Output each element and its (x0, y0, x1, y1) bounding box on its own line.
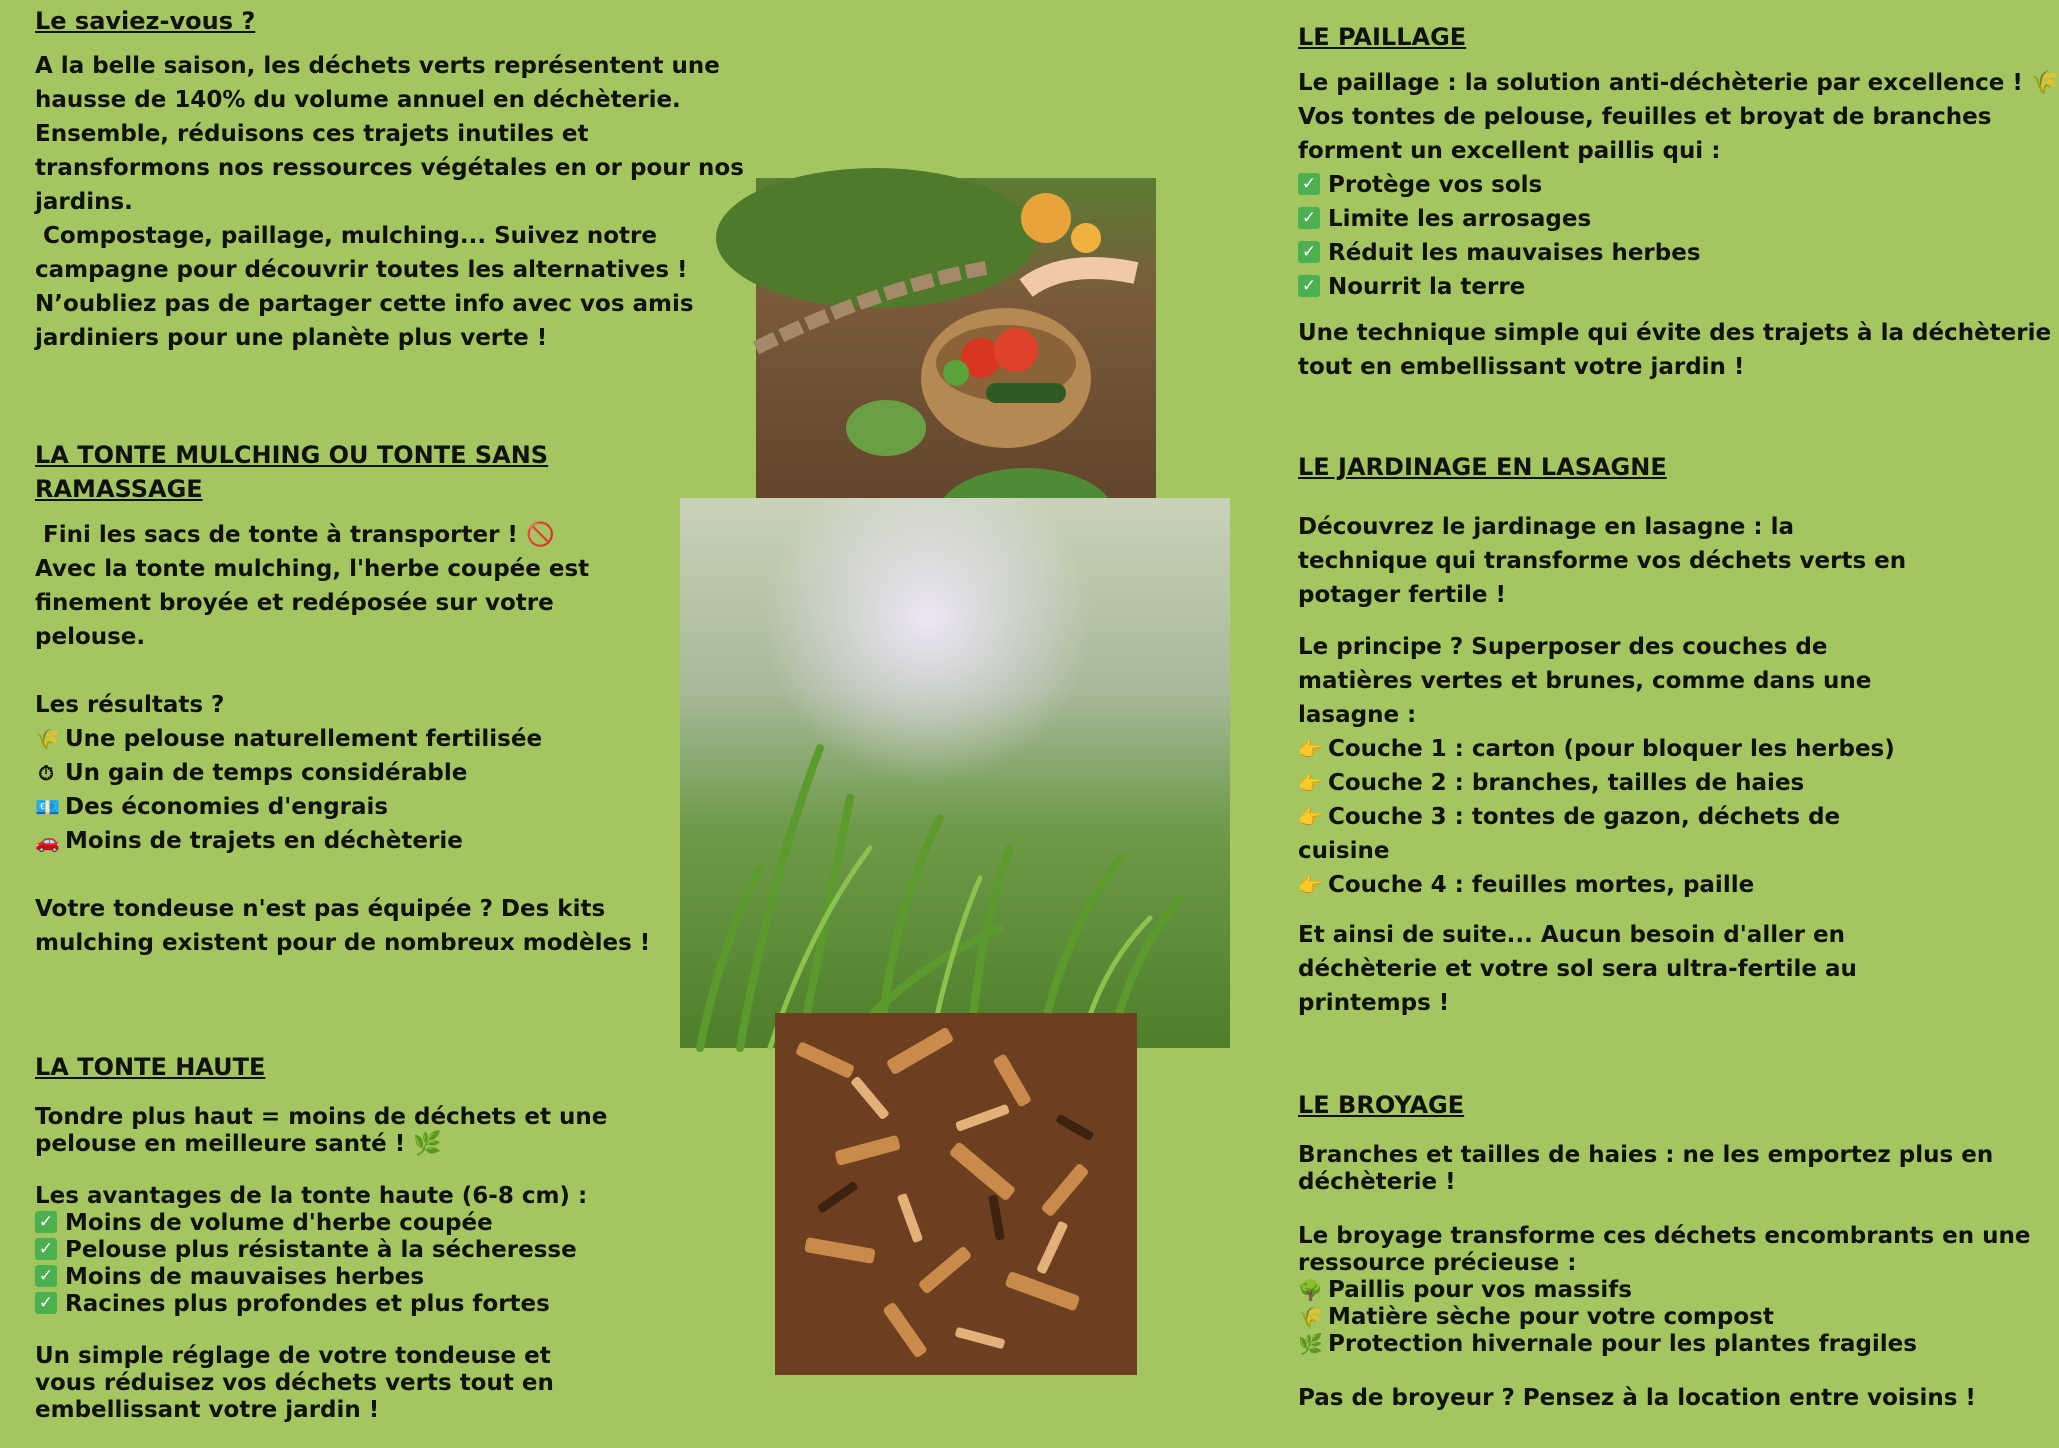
car-icon: 🚗 (35, 829, 60, 853)
wood-chips-photo (775, 1013, 1137, 1375)
check-icon: ✓ (35, 1238, 57, 1260)
mulching-line: pelouse. (35, 624, 146, 650)
tonte-haute-heading: LA TONTE HAUTE (35, 1053, 266, 1081)
broyage-body: Le broyage transforme ces déchets encombrants en une (1298, 1223, 2031, 1249)
paillage-heading: LE PAILLAGE (1298, 23, 1467, 51)
mulching-outro: mulching existent pour de nombreux modèles ! (35, 930, 651, 956)
mulching-section (35, 438, 675, 960)
paillage-check-item (1298, 202, 2038, 236)
broyage-use-item (1298, 1277, 2018, 1304)
result-item (35, 722, 675, 756)
advantage-item (35, 1237, 655, 1264)
result-text: Des économies d'engrais (65, 794, 389, 820)
lasagne-principle: Le principe ? Superposer des couches de (1298, 634, 1828, 660)
haute-intro: Tondre plus haut = moins de déchets et une (35, 1104, 608, 1130)
saviez-line: hausse de 140% du volume annuel en déchèterie. (35, 87, 681, 113)
saviez-line: jardiniers pour une planète plus verte ! (35, 325, 548, 351)
results-title: Les résultats ? (35, 692, 225, 718)
broyage-outro: Pas de broyeur ? Pensez à la location entre voisins ! (1298, 1385, 1976, 1411)
result-item (35, 824, 675, 858)
result-text: Un gain de temps considérable (65, 760, 468, 786)
check-icon: ✓ (35, 1211, 57, 1233)
result-text: Une pelouse naturellement fertilisée (65, 726, 543, 752)
lasagne-intro: technique qui transforme vos déchets verts en (1298, 548, 1907, 574)
herb-icon: 🌿 (1298, 1332, 1323, 1356)
lasagne-outro: Et ainsi de suite... Aucun besoin d'aller en (1298, 922, 1846, 948)
mulching-heading (35, 438, 675, 506)
lasagne-principle: matières vertes et brunes, comme dans une (1298, 668, 1872, 694)
haute-outro: vous réduisez vos déchets verts tout en (35, 1370, 554, 1396)
advantage-item (35, 1210, 655, 1237)
layer-item-continuation: cuisine (1298, 838, 1390, 864)
haute-outro: embellissant votre jardin ! (35, 1397, 380, 1423)
saviez-text (35, 49, 744, 355)
advantage-item (35, 1264, 655, 1291)
haute-intro-text: pelouse en meilleure santé ! (35, 1131, 406, 1157)
mulching-heading-line: RAMASSAGE (35, 475, 203, 503)
mulching-line: finement broyée et redéposée sur votre (35, 590, 554, 616)
paillage-outro: Une technique simple qui évite des trajets à la déchèterie (1298, 320, 2052, 346)
result-item (35, 756, 675, 790)
paillage-check-item (1298, 236, 2038, 270)
paillage-check-item (1298, 168, 2038, 202)
advantage-item (35, 1291, 655, 1318)
saviez-section (35, 4, 744, 355)
layer-text: Couche 4 : feuilles mortes, paille (1328, 872, 1755, 898)
layer-text: Couche 2 : branches, tailles de haies (1328, 770, 1805, 796)
mulching-intro-text: Fini les sacs de tonte à transporter ! (35, 522, 518, 548)
stopwatch-icon: ⏱ (38, 761, 54, 785)
check-icon: ✓ (1298, 173, 1320, 195)
check-icon: ✓ (35, 1265, 57, 1287)
mulching-outro: Votre tondeuse n'est pas équipée ? Des kits (35, 896, 606, 922)
check-text: Nourrit la terre (1328, 274, 1526, 300)
saviez-line: jardins. (35, 189, 133, 215)
lasagne-outro: déchèterie et votre sol sera ultra-fertile au (1298, 956, 1857, 982)
broyage-use-item (1298, 1304, 2018, 1331)
haute-intro (35, 1131, 655, 1158)
paillage-intro (1298, 66, 2059, 100)
paillage-line: forment un excellent paillis qui : (1298, 138, 1721, 164)
broyage-intro: déchèterie ! (1298, 1169, 1456, 1195)
wheat-icon: 🌾 (35, 727, 60, 751)
result-text: Moins de trajets en déchèterie (65, 828, 463, 854)
lasagne-section (1298, 450, 2018, 1020)
no-entry-icon: 🚫 (525, 522, 555, 548)
layer-text: Couche 3 : tontes de gazon, déchets de (1328, 804, 1841, 830)
paillage-line: Vos tontes de pelouse, feuilles et broyat de branches (1298, 104, 1992, 130)
lasagne-intro: Découvrez le jardinage en lasagne : la (1298, 514, 1795, 540)
broyage-use-item (1298, 1331, 2018, 1358)
saviez-line: A la belle saison, les déchets verts représentent une (35, 53, 720, 79)
advantage-text: Racines plus profondes et plus fortes (65, 1291, 550, 1317)
mulching-line: Avec la tonte mulching, l'herbe coupée est (35, 556, 590, 582)
pointing-hand-icon: 👉 (1298, 737, 1323, 761)
grass-closeup-photo (680, 498, 1230, 1048)
advantage-text: Moins de mauvaises herbes (65, 1264, 425, 1290)
paillage-outro: tout en embellissant votre jardin ! (1298, 354, 1745, 380)
mulching-intro (35, 518, 675, 552)
layer-item (1298, 800, 2018, 834)
lasagne-heading: LE JARDINAGE EN LASAGNE (1298, 453, 1667, 481)
advantages-title: Les avantages de la tonte haute (6-8 cm) : (35, 1183, 588, 1209)
layer-item (1298, 732, 2018, 766)
saviez-line: N’oubliez pas de partager cette info avec vos amis (35, 291, 694, 317)
check-text: Limite les arrosages (1328, 206, 1592, 232)
check-icon: ✓ (1298, 275, 1320, 297)
layer-item (1298, 868, 2018, 902)
tonte-haute-section (35, 1050, 655, 1424)
layer-text: Couche 1 : carton (pour bloquer les herbes) (1328, 736, 1895, 762)
pointing-hand-icon: 👉 (1298, 805, 1323, 829)
tree-icon: 🌳 (1298, 1278, 1323, 1302)
paillage-section (1298, 20, 2059, 384)
broyage-section (1298, 1088, 2031, 1412)
broyage-intro: Branches et tailles de haies : ne les emportez plus en (1298, 1142, 1994, 1168)
paillage-check-item (1298, 270, 2038, 304)
paillage-intro-text: Le paillage : la solution anti-déchèterie par excellence ! (1298, 70, 2023, 96)
check-icon: ✓ (1298, 241, 1320, 263)
check-icon: ✓ (1298, 207, 1320, 229)
broyage-body: ressource précieuse : (1298, 1250, 1577, 1276)
use-text: Protection hivernale pour les plantes fragiles (1328, 1331, 1917, 1357)
saviez-line: campagne pour découvrir toutes les alternatives ! (35, 257, 688, 283)
saviez-line: transformons nos ressources végétales en or pour nos (35, 155, 744, 181)
lasagne-principle: lasagne : (1298, 702, 1417, 728)
result-item (35, 790, 675, 824)
saviez-line: Compostage, paillage, mulching... Suivez notre (35, 223, 657, 249)
use-text: Matière sèche pour votre compost (1328, 1304, 1774, 1330)
layer-item (1298, 766, 2018, 800)
use-text: Paillis pour vos massifs (1328, 1277, 1632, 1303)
herb-icon: 🌿 (413, 1131, 442, 1157)
advantage-text: Pelouse plus résistante à la sécheresse (65, 1237, 577, 1263)
check-icon: ✓ (35, 1292, 57, 1314)
pointing-hand-icon: 👉 (1298, 771, 1323, 795)
check-text: Réduit les mauvaises herbes (1328, 240, 1701, 266)
haute-outro: Un simple réglage de votre tondeuse et (35, 1343, 551, 1369)
broyage-heading: LE BROYAGE (1298, 1091, 1465, 1119)
mulching-heading-line: LA TONTE MULCHING OU TONTE SANS (35, 441, 549, 469)
euro-banknote-icon: 💶 (35, 795, 60, 819)
check-text: Protège vos sols (1328, 172, 1543, 198)
pointing-hand-icon: 👉 (1298, 873, 1323, 897)
lasagne-intro: potager fertile ! (1298, 582, 1506, 608)
wheat-icon: 🌾 (2030, 70, 2059, 96)
advantage-text: Moins de volume d'herbe coupée (65, 1210, 493, 1236)
saviez-line: Ensemble, réduisons ces trajets inutiles et (35, 121, 589, 147)
lasagne-outro: printemps ! (1298, 990, 1450, 1016)
wheat-icon: 🌾 (1298, 1305, 1323, 1329)
saviez-heading: Le saviez-vous ? (35, 7, 256, 35)
